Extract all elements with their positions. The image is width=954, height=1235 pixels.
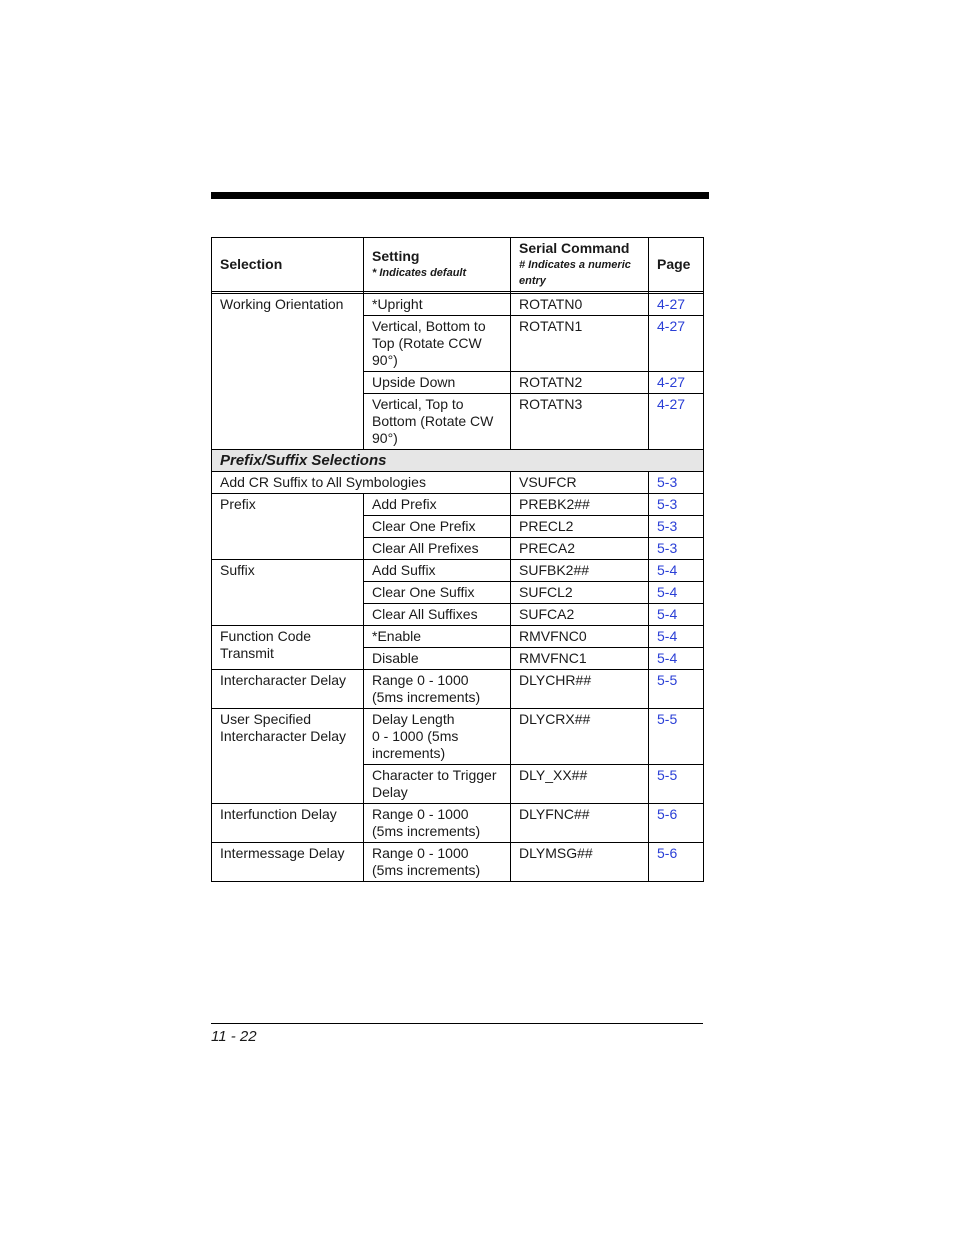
command-cell: VSUFCR [511, 472, 649, 494]
setting-cell: Clear All Prefixes [364, 538, 511, 560]
page-link[interactable]: 5-6 [657, 845, 678, 861]
page-link[interactable]: 5-4 [657, 628, 678, 644]
command-cell: PREBK2## [511, 494, 649, 516]
selection-cell: User Specified Intercharacter Delay [212, 709, 364, 804]
command-cell: DLYCHR## [511, 670, 649, 709]
setting-cell: Add Prefix [364, 494, 511, 516]
setting-cell: Vertical, Top to Bottom (Rotate CW 90°) [364, 394, 511, 450]
page-link[interactable]: 4-27 [657, 318, 686, 334]
header-selection: Selection [212, 238, 364, 292]
setting-cell: Clear One Prefix [364, 516, 511, 538]
selection-cell: Function Code Transmit [212, 626, 364, 670]
header-page: Page [649, 238, 704, 292]
table-row [212, 560, 704, 582]
setting-cell: Character to Trigger Delay [364, 765, 511, 804]
page-link[interactable]: 5-3 [657, 540, 678, 556]
table-row [212, 804, 704, 843]
selection-cell: Prefix [212, 494, 364, 560]
setting-cell: *Upright [364, 294, 511, 316]
setting-line: Delay Length [372, 711, 455, 727]
setting-cell: *Enable [364, 626, 511, 648]
page-link[interactable]: 5-6 [657, 806, 678, 822]
setting-cell: Vertical, Bottom to Top (Rotate CCW 90°) [364, 316, 511, 372]
command-cell: SUFCL2 [511, 582, 649, 604]
command-cell: PRECL2 [511, 516, 649, 538]
table-row [212, 709, 704, 765]
selection-cell: Intercharacter Delay [212, 670, 364, 709]
setting-cell: Disable [364, 648, 511, 670]
setting-cell: Clear All Suffixes [364, 604, 511, 626]
command-cell: DLYFNC## [511, 804, 649, 843]
page-link[interactable]: 5-4 [657, 584, 678, 600]
page-link[interactable]: 5-5 [657, 767, 678, 783]
selection-cell: Intermessage Delay [212, 843, 364, 882]
page-link[interactable]: 5-4 [657, 562, 678, 578]
section-title: Prefix/Suffix Selections [212, 450, 704, 472]
selection-cell: Interfunction Delay [212, 804, 364, 843]
page-link[interactable]: 5-4 [657, 606, 678, 622]
page-number: 11 - 22 [211, 1028, 257, 1045]
setting-line: 0 - 1000 (5ms increments) [372, 728, 459, 761]
table-row [212, 626, 704, 648]
table-row [212, 843, 704, 882]
section-header-row [212, 450, 704, 472]
command-cell: DLYMSG## [511, 843, 649, 882]
page-link[interactable]: 4-27 [657, 374, 686, 390]
command-cell: SUFBK2## [511, 560, 649, 582]
table-row [212, 472, 704, 494]
selection-cell: Working Orientation [212, 294, 364, 450]
page-link[interactable]: 5-4 [657, 650, 678, 666]
header-command: Serial Command # Indicates a numeric entry [511, 238, 649, 292]
command-cell: DLYCRX## [511, 709, 649, 765]
setting-cell: Upside Down [364, 372, 511, 394]
command-cell: ROTATN2 [511, 372, 649, 394]
page-link[interactable]: 5-3 [657, 518, 678, 534]
setting-cell: Range 0 - 1000 (5ms increments) [364, 804, 511, 843]
command-cell: SUFCA2 [511, 604, 649, 626]
header-setting: Setting * Indicates default [364, 238, 511, 292]
selection-cell: Suffix [212, 560, 364, 626]
selection-cell: Add CR Suffix to All Symbologies [212, 472, 511, 494]
setting-cell [364, 709, 511, 765]
table-row [212, 494, 704, 516]
page-link[interactable]: 5-5 [657, 672, 678, 688]
page-link[interactable]: 5-3 [657, 496, 678, 512]
footer-rule [211, 1023, 703, 1024]
page-link[interactable]: 4-27 [657, 396, 686, 412]
table-row [212, 670, 704, 709]
setting-cell: Add Suffix [364, 560, 511, 582]
command-cell: ROTATN0 [511, 294, 649, 316]
command-cell: PRECA2 [511, 538, 649, 560]
command-cell: RMVFNC0 [511, 626, 649, 648]
setting-cell: Clear One Suffix [364, 582, 511, 604]
table-row [212, 294, 704, 316]
command-cell: ROTATN1 [511, 316, 649, 372]
page-link[interactable]: 5-5 [657, 711, 678, 727]
serial-command-table [211, 237, 704, 882]
command-cell: RMVFNC1 [511, 648, 649, 670]
command-cell: ROTATN3 [511, 394, 649, 450]
top-rule [211, 192, 709, 199]
page-link[interactable]: 5-3 [657, 474, 678, 490]
table-header-row [212, 238, 704, 292]
command-cell: DLY_XX## [511, 765, 649, 804]
setting-cell: Range 0 - 1000 (5ms increments) [364, 670, 511, 709]
page-link[interactable]: 4-27 [657, 296, 686, 312]
setting-cell: Range 0 - 1000 (5ms increments) [364, 843, 511, 882]
